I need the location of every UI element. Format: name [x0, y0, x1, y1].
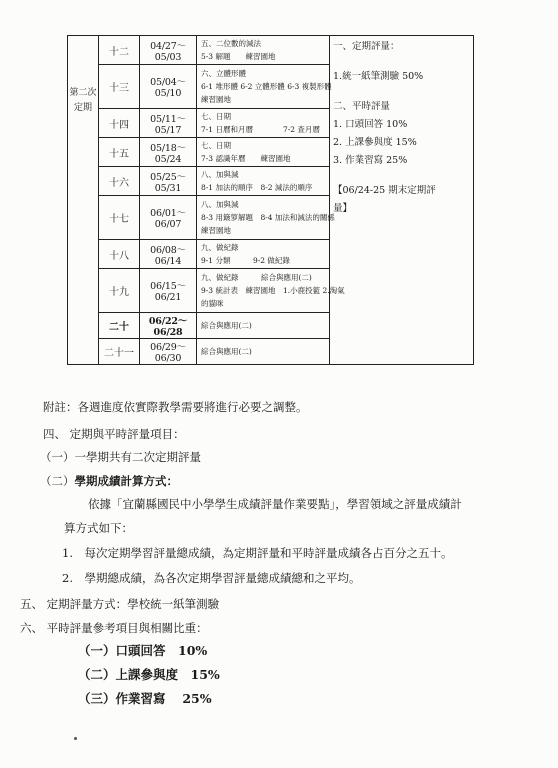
- content-line: 5-3 解題 練習園地: [201, 52, 276, 61]
- section-5-heading: 五、 定期評量方式：學校統一紙筆測驗: [20, 597, 220, 611]
- week-cell: 十六: [99, 167, 140, 196]
- evaluation-line: 【06/24-25 期末定期評: [333, 185, 436, 196]
- section-4-item-2-prefix: （二）: [40, 474, 75, 488]
- date-cell: 06/08～06/14: [140, 240, 197, 269]
- content-cell: [197, 167, 330, 196]
- content-line: 八、加與減: [201, 170, 239, 179]
- content-line: 七、日期: [201, 141, 231, 150]
- content-line: 綜合與應用(二): [201, 347, 252, 356]
- week-cell: 十五: [99, 138, 140, 167]
- content-line: 8-3 用簸箩解題 8-4 加法和減法的關係: [201, 213, 335, 222]
- content-cell: [197, 109, 330, 138]
- schedule-table: [67, 35, 474, 365]
- calc-paragraph-line-2: 算方式如下：: [64, 521, 133, 535]
- term-label: 定期: [73, 103, 92, 113]
- content-line: 六、立體形體: [201, 69, 246, 78]
- evaluation-line: [333, 170, 473, 182]
- section-6-heading: 六、 平時評量參考項目與相關比重：: [20, 621, 208, 635]
- section-4-item-2: [40, 473, 178, 489]
- term-label: 第二次: [69, 88, 97, 98]
- weight-item-1: （一）口頭回答 10%: [78, 643, 208, 658]
- content-line: 9-3 統計表 練習園地 1.小鹿投籃 2.淘氣: [201, 286, 345, 295]
- content-line: 6-1 堆形體 6-2 立體形體 6-3 複製形體: [201, 82, 332, 91]
- evaluation-line: [333, 86, 473, 98]
- evaluation-line: 量】: [333, 203, 353, 214]
- content-line: 練習園地: [201, 95, 231, 104]
- content-line: 九、做紀錄 綜合與應用(二): [201, 273, 312, 282]
- content-cell: [197, 339, 330, 365]
- term-cell: [68, 36, 99, 365]
- content-line: 7-3 認識年曆 練習園地: [201, 154, 291, 163]
- date-cell: 06/22～06/28: [140, 313, 197, 339]
- date-cell: 05/18～05/24: [140, 138, 197, 167]
- date-cell: 06/01～06/07: [140, 196, 197, 240]
- evaluation-line: 一、定期評量：: [333, 41, 400, 52]
- section-4-item-2-title: 學期成績計算方式：: [74, 474, 178, 488]
- date-cell: 05/11～05/17: [140, 109, 197, 138]
- content-cell: [197, 313, 330, 339]
- weight-item-3: （三）作業習寫 25%: [78, 691, 212, 706]
- calc-paragraph-line-1: 依據「宜蘭縣國民中小學學生成績評量作業要點」，學習領域之評量成績計: [88, 497, 462, 511]
- date-cell: 06/15～06/21: [140, 269, 197, 313]
- content-cell: [197, 65, 330, 109]
- calc-item-2: 2. 學期總成績，為各次定期學習評量總成績總和之平均。: [62, 571, 361, 585]
- section-4-item-1: （一）一學期共有二次定期評量: [40, 450, 201, 464]
- week-cell: 十四: [99, 109, 140, 138]
- calc-item-1: 1. 每次定期學習評量總成績，為定期評量和平時評量成績各占百分之五十。: [62, 546, 453, 560]
- section-4-heading: 四、 定期與平時評量項目：: [43, 427, 185, 441]
- date-cell: 06/29～06/30: [140, 339, 197, 365]
- content-cell: [197, 196, 335, 240]
- content-line: 的貓咪: [201, 299, 224, 308]
- content-cell: [197, 138, 330, 167]
- week-cell: 十七: [99, 196, 140, 240]
- content-line: 9-1 分類 9-2 做紀錄: [201, 256, 290, 265]
- week-cell: 十三: [99, 65, 140, 109]
- date-cell: 05/04～05/10: [140, 65, 197, 109]
- evaluation-line: 二、平時評量: [333, 101, 391, 112]
- date-cell: 04/27～05/03: [140, 36, 197, 65]
- content-line: 七、日期: [201, 112, 231, 121]
- table-row: [68, 36, 474, 65]
- content-line: 8-1 加法的順序 8-2 減法的順序: [201, 183, 313, 192]
- content-line: 九、做紀錄: [201, 243, 239, 252]
- week-cell: 十二: [99, 36, 140, 65]
- week-cell: 二十一: [99, 339, 140, 365]
- note-text: 附註：各週進度依實際教學需要將進行必要之調整。: [43, 400, 308, 414]
- weight-item-2: （二）上課參與度 15%: [78, 667, 220, 682]
- evaluation-line: 1. 口頭回答 10%: [333, 119, 408, 130]
- date-cell: 05/25～05/31: [140, 167, 197, 196]
- week-cell: 十九: [99, 269, 140, 313]
- ink-speck: [74, 737, 77, 740]
- content-cell: [197, 240, 330, 269]
- content-line: 八、加與減: [201, 200, 239, 209]
- evaluation-line: 1.統一紙筆測驗 50%: [333, 71, 424, 82]
- content-cell: [197, 269, 345, 313]
- content-line: 五、二位數的減法: [201, 39, 261, 48]
- evaluation-cell: [330, 36, 474, 365]
- content-line: 練習園地: [201, 226, 231, 235]
- evaluation-line: 2. 上課參與度 15%: [333, 137, 417, 148]
- evaluation-line: [333, 56, 473, 68]
- content-line: 綜合與應用(二): [201, 321, 252, 330]
- week-cell: 十八: [99, 240, 140, 269]
- content-cell: [197, 36, 330, 65]
- evaluation-line: 3. 作業習寫 25%: [333, 155, 408, 166]
- content-line: 7-1 日曆和月曆 7-2 查月曆: [201, 125, 320, 134]
- week-cell: 二十: [99, 313, 140, 339]
